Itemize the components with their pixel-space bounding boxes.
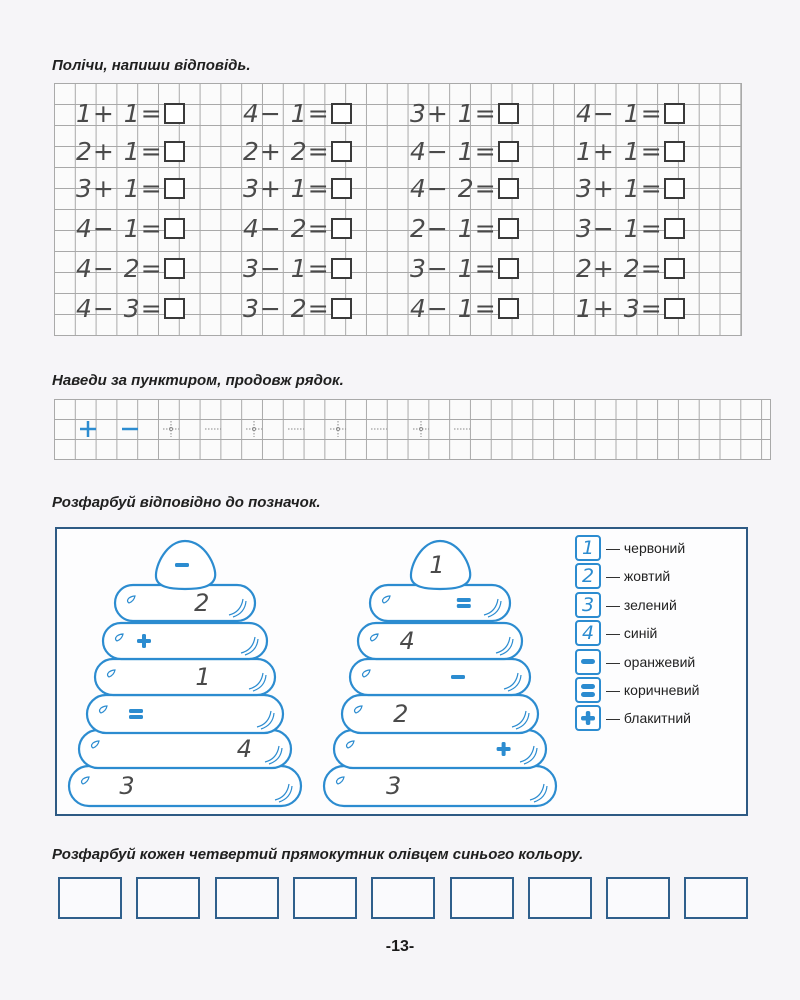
minus-dotted-icon xyxy=(368,419,390,439)
legend-item xyxy=(575,563,670,589)
color-rectangle[interactable] xyxy=(606,877,670,919)
legend-color-label: — оранжевий xyxy=(606,653,696,670)
svg-text:4: 4 xyxy=(399,627,415,655)
answer-box[interactable] xyxy=(664,218,685,239)
equation-text: 3+ 1= xyxy=(76,173,163,203)
legend-item xyxy=(575,535,685,561)
pyramid-ring[interactable] xyxy=(370,585,510,621)
answer-box[interactable] xyxy=(498,103,519,124)
legend-item xyxy=(575,705,691,731)
plus-dotted-icon xyxy=(243,419,265,439)
svg-text:2: 2 xyxy=(393,700,409,728)
equation xyxy=(76,253,185,283)
answer-box[interactable] xyxy=(664,178,685,199)
color-rectangle[interactable] xyxy=(293,877,357,919)
equation xyxy=(243,173,352,203)
equation xyxy=(410,136,519,166)
answer-box[interactable] xyxy=(331,258,352,279)
answer-box[interactable] xyxy=(164,218,185,239)
equation-text: 3+ 1= xyxy=(410,98,497,128)
equation xyxy=(243,136,352,166)
minus-dotted-icon xyxy=(202,419,224,439)
equation-text: 3− 1= xyxy=(410,253,497,283)
minus-dotted-icon xyxy=(285,419,307,439)
legend-color-label: — коричневий xyxy=(606,682,700,698)
answer-box[interactable] xyxy=(498,258,519,279)
equation-text: 4− 2= xyxy=(76,253,163,283)
legend-item xyxy=(575,592,677,618)
equation-text: 4− 1= xyxy=(410,293,497,323)
equation xyxy=(243,98,352,128)
equation-text: 4− 2= xyxy=(410,173,497,203)
digit-key: 1 xyxy=(575,535,601,561)
answer-box[interactable] xyxy=(664,298,685,319)
task3-instruction: Розфарбуй відповідно до позначок. xyxy=(52,494,321,511)
minus-icon xyxy=(119,419,141,439)
equation-text: 1+ 3= xyxy=(576,293,663,323)
task1-instruction: Полічи, напиши відповідь. xyxy=(52,57,251,74)
equation xyxy=(76,293,185,323)
pyramid-ring[interactable] xyxy=(342,695,538,733)
pyramid-ring[interactable] xyxy=(350,659,530,695)
answer-box[interactable] xyxy=(164,141,185,162)
equation-text: 3+ 1= xyxy=(243,173,330,203)
answer-box[interactable] xyxy=(664,258,685,279)
plus-icon xyxy=(77,419,99,439)
equation-text: 4− 3= xyxy=(76,293,163,323)
pyramid-drawings xyxy=(55,527,575,814)
pyramid-right xyxy=(324,541,556,806)
equation xyxy=(576,293,685,323)
pyramid-ring[interactable] xyxy=(115,585,255,621)
answer-box[interactable] xyxy=(331,141,352,162)
digit-key: 3 xyxy=(575,592,601,618)
svg-text:2: 2 xyxy=(194,589,210,617)
pyramid-top[interactable] xyxy=(411,541,470,589)
task4-instruction: Розфарбуй кожен четвертий прямокутник олівцем синього кольору. xyxy=(52,846,584,863)
legend-item xyxy=(575,620,657,646)
equation-text: 2+ 2= xyxy=(243,136,330,166)
equation-text: 1+ 1= xyxy=(76,98,163,128)
equation xyxy=(576,253,685,283)
equation xyxy=(576,136,685,166)
answer-box[interactable] xyxy=(498,141,519,162)
answer-box[interactable] xyxy=(331,298,352,319)
equation-text: 4− 1= xyxy=(76,213,163,243)
color-rectangle[interactable] xyxy=(684,877,748,919)
equation xyxy=(410,173,519,203)
answer-box[interactable] xyxy=(498,178,519,199)
digit-key: 4 xyxy=(575,620,601,646)
plus-dotted-icon xyxy=(327,419,349,439)
color-rectangle[interactable] xyxy=(215,877,279,919)
equation-text: 3− 1= xyxy=(576,213,663,243)
equation-text: 2+ 2= xyxy=(576,253,663,283)
plus-dotted-icon xyxy=(410,419,432,439)
equation xyxy=(243,253,352,283)
equation xyxy=(243,293,352,323)
pyramid-ring[interactable] xyxy=(334,730,546,768)
equation xyxy=(76,98,185,128)
equation-text: 4− 1= xyxy=(243,98,330,128)
equation-text: 4− 2= xyxy=(243,213,330,243)
equation xyxy=(576,213,685,243)
answer-box[interactable] xyxy=(498,298,519,319)
equation-text: 4− 1= xyxy=(576,98,663,128)
answer-box[interactable] xyxy=(498,218,519,239)
legend-color-label: — блакитний xyxy=(606,710,691,727)
svg-text:1: 1 xyxy=(195,663,211,691)
equation-text: 2+ 1= xyxy=(76,136,163,166)
color-rectangle[interactable] xyxy=(136,877,200,919)
svg-text:3: 3 xyxy=(119,772,135,800)
legend-color-label: — синій xyxy=(606,625,658,642)
pyramid-ring[interactable] xyxy=(358,623,522,659)
answer-box[interactable] xyxy=(664,141,685,162)
equation xyxy=(410,293,519,323)
pyramid-left xyxy=(69,541,301,806)
color-rectangle[interactable] xyxy=(58,877,122,919)
pyramid-ring[interactable] xyxy=(324,766,556,806)
answer-box[interactable] xyxy=(331,178,352,199)
equation-text: 3− 1= xyxy=(243,253,330,283)
equation xyxy=(76,136,185,166)
equation-text: 3− 2= xyxy=(243,293,330,323)
answer-box[interactable] xyxy=(664,103,685,124)
minus-dotted-icon xyxy=(451,419,473,439)
svg-text:3: 3 xyxy=(385,772,402,800)
equation-text: 2− 1= xyxy=(410,213,497,243)
equation-text: 1+ 1= xyxy=(576,136,663,166)
answer-box[interactable] xyxy=(164,298,185,319)
legend-item xyxy=(575,677,699,703)
equation xyxy=(576,98,685,128)
answer-box[interactable] xyxy=(164,258,185,279)
equation-text: 3+ 1= xyxy=(576,173,663,203)
equals-icon xyxy=(575,677,601,703)
pyramid-ring[interactable] xyxy=(69,766,301,806)
equation xyxy=(410,253,519,283)
pyramid-ring[interactable] xyxy=(95,659,275,695)
legend-item xyxy=(575,649,695,675)
color-rectangle[interactable] xyxy=(450,877,514,919)
legend-color-label: — жовтий xyxy=(606,568,671,585)
svg-text:4: 4 xyxy=(236,735,253,763)
equation xyxy=(576,173,685,203)
color-rectangle[interactable] xyxy=(528,877,592,919)
plus-icon xyxy=(575,705,601,731)
color-rectangle[interactable] xyxy=(371,877,435,919)
answer-box[interactable] xyxy=(331,218,352,239)
equation-text: 4− 1= xyxy=(410,136,497,166)
pyramid-ring[interactable] xyxy=(103,623,267,659)
answer-box[interactable] xyxy=(331,103,352,124)
equation xyxy=(410,98,519,128)
page-number: -13- xyxy=(385,938,415,955)
legend-color-label: — червоний xyxy=(606,540,686,556)
answer-box[interactable] xyxy=(164,178,185,199)
svg-text:1: 1 xyxy=(429,551,445,579)
minus-icon xyxy=(575,649,601,675)
pyramid-ring[interactable] xyxy=(87,695,283,733)
task2-instruction: Наведи за пунктиром, продовж рядок. xyxy=(52,372,344,389)
pyramid-top[interactable] xyxy=(156,541,215,589)
digit-key: 2 xyxy=(575,563,601,589)
legend-color-label: — зелений xyxy=(606,596,677,613)
equation xyxy=(76,173,185,203)
pyramid-ring[interactable] xyxy=(79,730,291,768)
equation xyxy=(243,213,352,243)
answer-box[interactable] xyxy=(164,103,185,124)
equation xyxy=(76,213,185,243)
plus-dotted-icon xyxy=(160,419,182,439)
equation xyxy=(410,213,519,243)
